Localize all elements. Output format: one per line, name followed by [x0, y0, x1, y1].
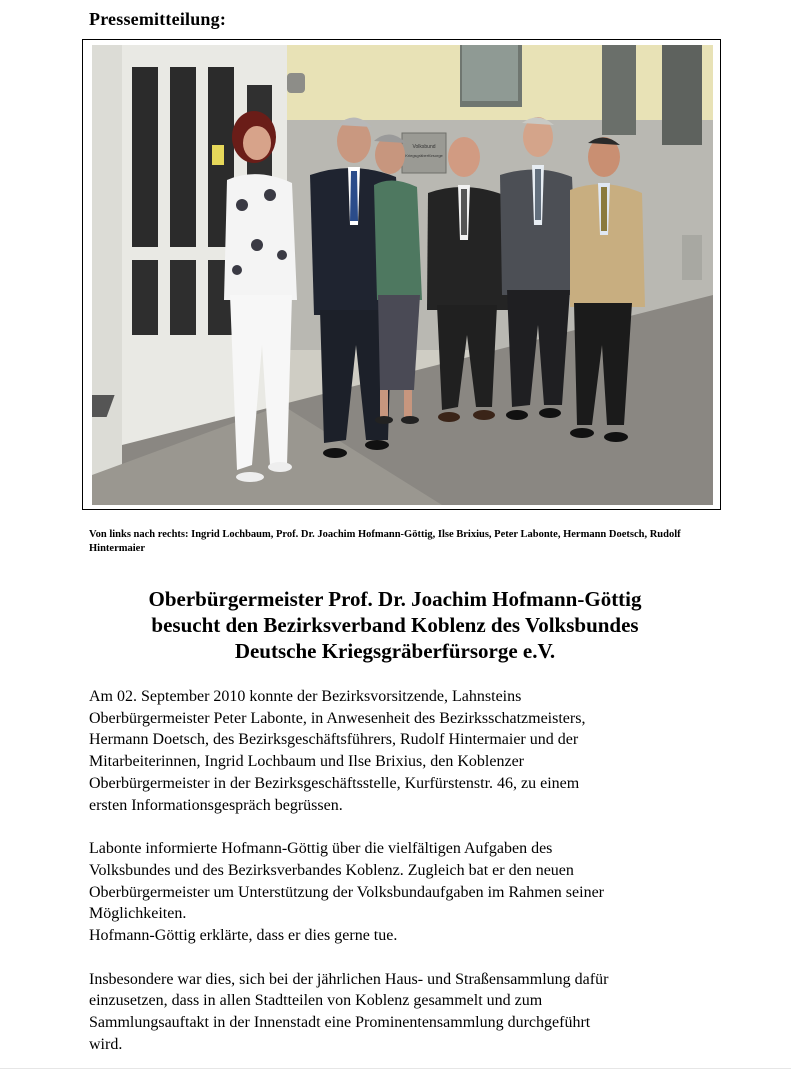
article-title — [90, 586, 700, 664]
text-line: einzusetzen, dass in allen Stadtteilen von Koblenz gesammelt und zum — [89, 992, 543, 1010]
title-line-1: Oberbürgermeister Prof. Dr. Joachim Hofmann-Göttig — [148, 587, 642, 611]
text-line: Sammlungsauftakt in der Innenstadt eine Prominentensammlung durchgeführt — [89, 1014, 591, 1032]
group-photo — [92, 45, 713, 505]
text-line: Labonte informierte Hofmann-Göttig über die vielfältigen Aufgaben des — [89, 840, 553, 858]
plaque-line-1: Volksbund — [412, 144, 436, 150]
paragraph-1 — [89, 686, 729, 816]
title-line-3: Deutsche Kriegsgräberfürsorge e.V. — [234, 639, 556, 663]
text-line: ersten Informationsgespräch begrüssen. — [89, 796, 343, 814]
text-line: Mitarbeiterinnen, Ingrid Lochbaum und Ilse Brixius, den Koblenzer — [89, 753, 524, 771]
text-line: Volksbundes und des Bezirksverbandes Koblenz. Zugleich bat er den neuen — [89, 861, 574, 879]
text-line: Insbesondere war dies, sich bei der jährlichen Haus- und Straßensammlung dafür — [89, 970, 609, 988]
text-line: Oberbürgermeister Peter Labonte, in Anwesenheit des Bezirksschatzmeisters, — [89, 709, 586, 727]
paragraph-2 — [89, 838, 729, 947]
text-line: Oberbürgermeister in der Bezirksgeschäftsstelle, Kurfürstenstr. 46, zu einem — [89, 774, 580, 792]
article-body — [89, 686, 729, 1056]
text-line: Oberbürgermeister um Unterstützung der Volksbundaufgaben im Rahmen seiner — [89, 883, 604, 901]
photo-frame — [82, 39, 721, 510]
press-release-heading: Pressemitteilung: — [89, 9, 227, 29]
text-line: wird. — [89, 1035, 123, 1053]
text-line: Hofmann-Göttig erklärte, dass er dies gerne tue. — [89, 927, 398, 945]
page-bottom-rule — [0, 1068, 791, 1069]
text-line: Hermann Doetsch, des Bezirksgeschäftsführers, Rudolf Hintermaier und der — [89, 731, 579, 749]
paragraph-3 — [89, 969, 729, 1056]
text-line: Möglichkeiten. — [89, 905, 187, 923]
text-line: Am 02. September 2010 konnte der Bezirksvorsitzende, Lahnsteins — [89, 688, 522, 705]
photo-caption: Von links nach rechts: Ingrid Lochbaum, Prof. Dr. Joachim Hofmann-Göttig, Ilse Brixius, Peter Labonte, Hermann Doetsch, Rudolf Hintermaier — [89, 529, 681, 554]
title-line-2: besucht den Bezirksverband Koblenz des Volksbundes — [151, 613, 639, 637]
plaque-line-2: Kriegsgräberfürsorge — [405, 153, 443, 158]
